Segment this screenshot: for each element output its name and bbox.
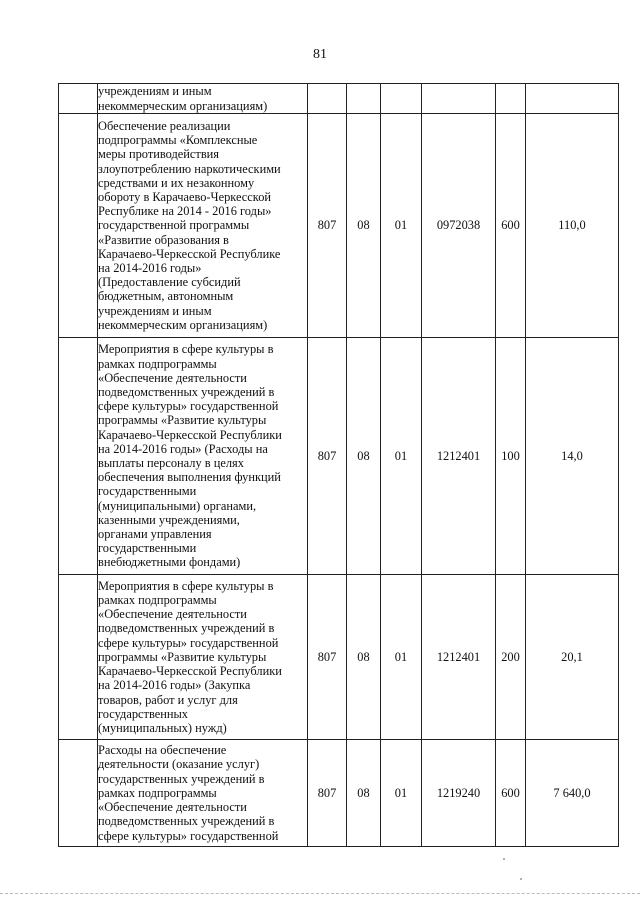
pr-cell: 01	[381, 575, 422, 740]
description-line: «Обеспечение деятельности	[98, 607, 247, 622]
description-line: «Обеспечение деятельности	[98, 370, 247, 385]
scan-speck	[520, 878, 522, 880]
description-line: Республике на 2014 - 2016 годы»	[98, 204, 272, 219]
scan-bottom-edge	[0, 893, 640, 894]
description-line: меры противодействия	[98, 147, 219, 162]
page-number: 81	[313, 47, 327, 62]
description-line: рамках подпрограммы	[98, 785, 217, 800]
rz-cell	[347, 84, 381, 114]
description-line: некоммерческим организациям)	[98, 98, 268, 113]
gr-cell: 807	[308, 575, 347, 740]
gr-cell: 807	[308, 740, 347, 847]
csr-cell: 0972038	[422, 114, 496, 338]
description-line: злоупотреблению наркотическими	[98, 161, 281, 176]
vr-cell: 600	[496, 740, 526, 847]
description-line: (муниципальных) нужд)	[98, 720, 227, 735]
description-line: товаров, работ и услуг для	[98, 692, 238, 707]
description-line: выплаты персоналу в целях	[98, 456, 244, 470]
rz-cell: 08	[347, 575, 381, 740]
csr-cell: 1219240	[422, 740, 496, 847]
sum-cell: 7 640,0	[526, 740, 619, 847]
description-line: обеспечения выполнения функций	[98, 470, 281, 485]
table-row	[59, 84, 619, 114]
row-number-cell	[59, 338, 98, 575]
description-line: средствами и их незаконному	[98, 175, 255, 190]
description-line: рамках подпрограммы	[98, 593, 217, 608]
row-number-cell	[59, 84, 98, 114]
pr-cell	[381, 84, 422, 114]
description-line: Карачаево-Черкесской Республике	[98, 246, 281, 261]
description-line: некоммерческим организациям)	[98, 317, 268, 332]
gr-cell: 807	[308, 338, 347, 575]
description-line: рамках подпрограммы	[98, 356, 217, 371]
description-line: на 2014-2016 годы» (Закупка	[98, 678, 251, 693]
csr-cell	[422, 84, 496, 114]
description-line: обороту в Карачаево-Черкесской	[98, 189, 272, 204]
rz-cell: 08	[347, 338, 381, 575]
description-line: внебюджетными фондами)	[98, 555, 241, 570]
description-line: Мероприятия в сфере культуры в	[98, 342, 274, 357]
description-cell	[98, 338, 308, 575]
vr-cell: 100	[496, 338, 526, 575]
description-line: Обеспечение реализации	[98, 118, 231, 133]
description-line: (муниципальными) органами,	[98, 498, 257, 513]
row-number-cell	[59, 575, 98, 740]
row-number-cell	[59, 740, 98, 847]
rz-cell: 08	[347, 114, 381, 338]
description-line: бюджетным, автономным	[98, 289, 234, 304]
rz-cell: 08	[347, 740, 381, 847]
description-line: государственными	[98, 541, 197, 556]
description-line: органами управления	[98, 527, 212, 542]
description-line: подведомственных учреждений в	[98, 814, 275, 829]
description-line: государственной программы	[98, 218, 250, 233]
description-line: «Обеспечение деятельности	[98, 800, 247, 815]
description-line: государственных учреждений в	[98, 771, 265, 786]
description-cell	[98, 84, 308, 114]
description-line: учреждениям и иным	[98, 303, 212, 318]
description-line: сфере культуры» государственной	[98, 399, 279, 414]
description-line: учреждениям и иным	[98, 84, 212, 99]
pr-cell: 01	[381, 114, 422, 338]
description-line: сфере культуры» государственной	[98, 635, 279, 650]
description-line: казенными учреждениями,	[98, 512, 240, 527]
description-line: программы «Развитие культуры	[98, 413, 267, 428]
csr-cell: 1212401	[422, 338, 496, 575]
gr-cell: 807	[308, 114, 347, 338]
description-cell	[98, 740, 308, 847]
budget-table	[58, 83, 619, 847]
table-row	[59, 114, 619, 338]
sum-cell: 110,0	[526, 114, 619, 338]
description-line: подведомственных учреждений в	[98, 384, 275, 399]
table-row	[59, 338, 619, 575]
description-line: подведомственных учреждений в	[98, 621, 275, 636]
description-line: Карачаево-Черкесской Республики	[98, 427, 282, 442]
pr-cell: 01	[381, 338, 422, 575]
table-row	[59, 740, 619, 847]
description-line: Карачаево-Черкесской Республики	[98, 664, 282, 679]
description-line: программы «Развитие культуры	[98, 649, 267, 664]
description-line: деятельности (оказание услуг)	[98, 757, 260, 772]
description-line: Расходы на обеспечение	[98, 743, 227, 758]
scan-speck	[503, 858, 505, 860]
csr-cell: 1212401	[422, 575, 496, 740]
description-cell	[98, 114, 308, 338]
description-cell	[98, 575, 308, 740]
table-row	[59, 575, 619, 740]
description-line: Мероприятия в сфере культуры в	[98, 578, 274, 593]
vr-cell: 200	[496, 575, 526, 740]
sum-cell: 20,1	[526, 575, 619, 740]
vr-cell: 600	[496, 114, 526, 338]
gr-cell	[308, 84, 347, 114]
vr-cell	[496, 84, 526, 114]
description-line: государственных	[98, 706, 189, 721]
description-line: подпрограммы «Комплексные	[98, 133, 258, 148]
row-number-cell	[59, 114, 98, 338]
description-line: сфере культуры» государственной	[98, 828, 279, 843]
sum-cell	[526, 84, 619, 114]
description-line: на 2014-2016 годы»	[98, 261, 202, 275]
description-line: государственными	[98, 484, 197, 499]
description-line: на 2014-2016 годы» (Расходы на	[98, 441, 268, 456]
description-line: (Предоставление субсидий	[98, 275, 241, 290]
pr-cell: 01	[381, 740, 422, 847]
sum-cell: 14,0	[526, 338, 619, 575]
description-line: «Развитие образования в	[98, 232, 229, 247]
